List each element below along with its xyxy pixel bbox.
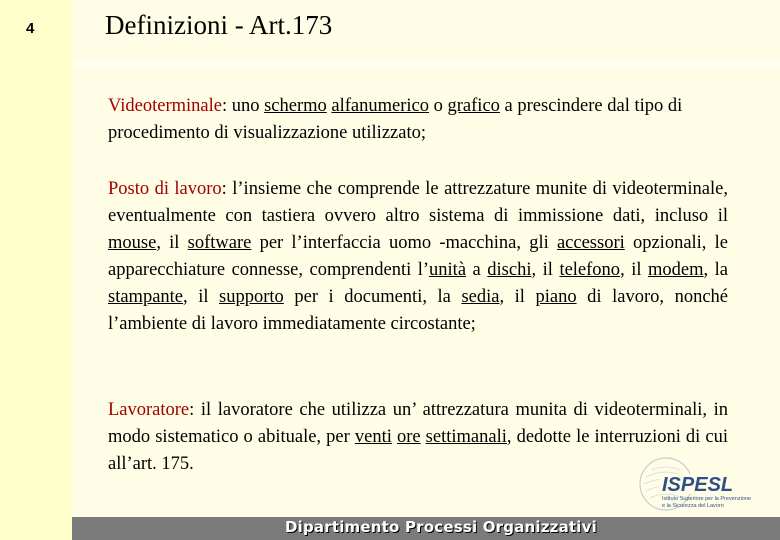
- text-run: , il: [183, 287, 220, 307]
- underlined-term: supporto: [219, 287, 284, 307]
- underlined-term: mouse: [108, 233, 157, 253]
- slide-number: 4: [26, 20, 35, 37]
- text-run: o: [429, 96, 448, 116]
- definition-posto-di-lavoro: [108, 176, 728, 338]
- underlined-term: software: [187, 233, 252, 253]
- underlined-term: alfanumerico: [331, 96, 430, 116]
- underlined-term: unità: [429, 260, 467, 280]
- text-run: a: [466, 260, 488, 280]
- text-run: di lavoro, nonché l’ambiente di lavoro immediatamente circostante;: [108, 287, 728, 334]
- logo-caption-2: e la Sicurezza del Lavoro: [662, 503, 724, 509]
- underlined-term: settimanali: [425, 427, 507, 447]
- title-divider: [72, 63, 780, 65]
- underlined-term: dischi: [487, 260, 532, 280]
- underlined-term: ore: [396, 427, 421, 447]
- definition-text: [108, 400, 728, 474]
- definition-lavoratore: [108, 397, 728, 478]
- text-run: , il: [620, 260, 648, 280]
- text-run: , il: [531, 260, 560, 280]
- footer-label: Dipartimento Processi Organizzativi: [285, 518, 597, 536]
- underlined-term: venti: [354, 427, 392, 447]
- underlined-term: piano: [535, 287, 577, 307]
- definition-term: Lavoratore: [108, 400, 190, 420]
- text-run: opzionali, le apparecchiature connesse, comprendenti l’: [108, 233, 728, 280]
- ispesl-logo: [636, 452, 776, 514]
- definition-term: Posto di lavoro: [108, 179, 222, 199]
- text-run: : l’insieme che comprende le attrezzature munite di videoterminale, eventualmente con tastiera ovvero altro sistema di immissione dati, incluso il: [108, 179, 728, 226]
- underlined-term: stampante: [108, 287, 184, 307]
- underlined-term: grafico: [447, 96, 500, 116]
- underlined-term: sedia: [461, 287, 500, 307]
- text-run: : uno: [221, 96, 265, 116]
- definition-text: [108, 179, 728, 334]
- underlined-term: schermo: [264, 96, 327, 116]
- slide-title: Definizioni - Art.173: [105, 10, 333, 40]
- text-run: a prescindere dal tipo di procedimento di visualizzazione utilizzato;: [108, 96, 683, 143]
- underlined-term: accessori: [556, 233, 625, 253]
- logo-wordmark: ISPESL: [662, 474, 734, 496]
- underlined-term: telefono: [559, 260, 621, 280]
- text-run: per i documenti, la: [283, 287, 462, 307]
- text-run: , la: [703, 260, 728, 280]
- text-run: : il lavoratore che utilizza un’ attrezzatura munita di videoterminali, in modo sistematico o abituale, per: [108, 400, 728, 447]
- underlined-term: modem: [648, 260, 704, 280]
- text-run: per l’interfaccia uomo -macchina, gli: [251, 233, 557, 253]
- definition-videoterminale: [108, 93, 728, 147]
- text-run: , il: [499, 287, 536, 307]
- left-sidebar: [0, 0, 72, 540]
- logo-caption-1: Istituto Superiore per la Prevenzione: [662, 496, 751, 502]
- text-run: , il: [156, 233, 188, 253]
- definition-term: Videoterminale: [108, 96, 222, 116]
- text-run: , dedotte le interruzioni di cui all’art. 175.: [108, 427, 729, 474]
